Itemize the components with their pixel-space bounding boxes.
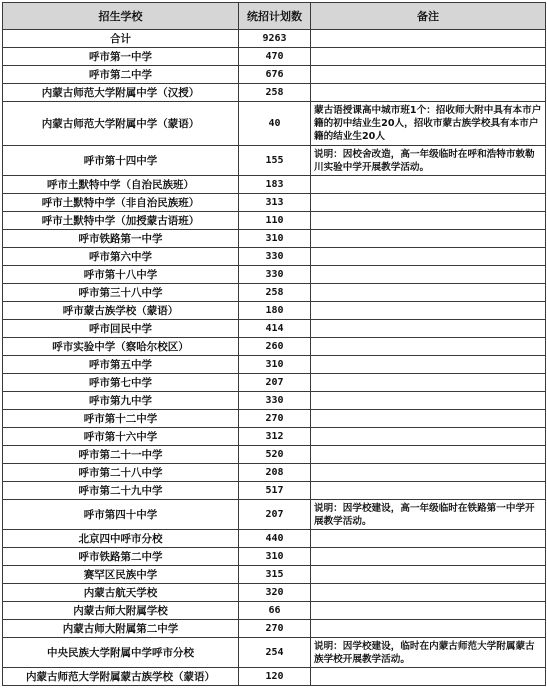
table-row <box>3 392 546 410</box>
school-cell: 呼市第二十九中学 <box>3 482 239 500</box>
school-cell: 呼市第三十八中学 <box>3 284 239 302</box>
count-cell: 254 <box>239 638 311 668</box>
count-cell: 520 <box>239 446 311 464</box>
count-cell: 9263 <box>239 30 311 48</box>
table-row <box>3 428 546 446</box>
table-row <box>3 302 546 320</box>
school-cell: 呼市第二十一中学 <box>3 446 239 464</box>
school-cell: 赛罕区民族中学 <box>3 566 239 584</box>
note-cell <box>311 446 546 464</box>
table-row <box>3 638 546 668</box>
count-cell: 260 <box>239 338 311 356</box>
table-row <box>3 84 546 102</box>
count-cell: 207 <box>239 500 311 530</box>
school-cell: 呼市土默特中学（非自治民族班） <box>3 194 239 212</box>
note-cell <box>311 410 546 428</box>
school-cell: 呼市第四十中学 <box>3 500 239 530</box>
note-cell <box>311 620 546 638</box>
school-cell: 内蒙古师范大学附属中学（汉授） <box>3 84 239 102</box>
table-row <box>3 566 546 584</box>
count-cell: 312 <box>239 428 311 446</box>
note-cell <box>311 356 546 374</box>
count-cell: 120 <box>239 668 311 686</box>
note-cell <box>311 530 546 548</box>
school-cell: 内蒙古师大附属学校 <box>3 602 239 620</box>
note-cell <box>311 30 546 48</box>
count-cell: 258 <box>239 284 311 302</box>
school-cell: 呼市回民中学 <box>3 320 239 338</box>
note-cell <box>311 48 546 66</box>
table-row <box>3 30 546 48</box>
school-cell: 呼市铁路第一中学 <box>3 230 239 248</box>
count-cell: 440 <box>239 530 311 548</box>
note-cell: 说明：因学校建设，临时在内蒙古师范大学附属蒙古族学校开展教学活动。 <box>311 638 546 668</box>
school-cell: 呼市土默特中学（自治民族班） <box>3 176 239 194</box>
school-cell: 中央民族大学附属中学呼市分校 <box>3 638 239 668</box>
note-cell <box>311 566 546 584</box>
count-cell: 180 <box>239 302 311 320</box>
count-cell: 208 <box>239 464 311 482</box>
count-cell: 676 <box>239 66 311 84</box>
table-row <box>3 620 546 638</box>
school-cell: 呼市第十四中学 <box>3 146 239 176</box>
note-cell <box>311 230 546 248</box>
count-cell: 310 <box>239 356 311 374</box>
note-cell <box>311 668 546 686</box>
table-row <box>3 48 546 66</box>
count-cell: 270 <box>239 410 311 428</box>
header-row <box>3 3 546 30</box>
table-row <box>3 668 546 686</box>
header-count: 统招计划数 <box>239 3 311 30</box>
note-cell <box>311 302 546 320</box>
count-cell: 320 <box>239 584 311 602</box>
count-cell: 207 <box>239 374 311 392</box>
count-cell: 470 <box>239 48 311 66</box>
school-cell: 呼市第二十八中学 <box>3 464 239 482</box>
table-row <box>3 102 546 146</box>
table-row <box>3 446 546 464</box>
note-cell: 说明：因学校建设，高一年级临时在铁路第一中学开展教学活动。 <box>311 500 546 530</box>
note-cell <box>311 392 546 410</box>
header-school: 招生学校 <box>3 3 239 30</box>
table-row <box>3 176 546 194</box>
note-cell <box>311 602 546 620</box>
count-cell: 315 <box>239 566 311 584</box>
school-cell: 呼市铁路第二中学 <box>3 548 239 566</box>
count-cell: 330 <box>239 392 311 410</box>
note-cell <box>311 212 546 230</box>
school-cell: 呼市第六中学 <box>3 248 239 266</box>
count-cell: 517 <box>239 482 311 500</box>
count-cell: 270 <box>239 620 311 638</box>
table-row <box>3 146 546 176</box>
count-cell: 183 <box>239 176 311 194</box>
school-cell: 呼市第五中学 <box>3 356 239 374</box>
school-cell: 呼市土默特中学（加授蒙古语班） <box>3 212 239 230</box>
table-row <box>3 284 546 302</box>
table-row <box>3 500 546 530</box>
note-cell <box>311 482 546 500</box>
note-cell: 蒙古语授课高中城市班1个：招收师大附中具有本市户籍的初中结业生20人，招收市蒙古族学校具有本市户籍的结业生20人 <box>311 102 546 146</box>
count-cell: 110 <box>239 212 311 230</box>
school-cell: 内蒙古师范大学附属蒙古族学校（蒙语） <box>3 668 239 686</box>
note-cell: 说明：因校舍改造，高一年级临时在呼和浩特市敕勒川实验中学开展教学活动。 <box>311 146 546 176</box>
note-cell <box>311 464 546 482</box>
note-cell <box>311 266 546 284</box>
count-cell: 313 <box>239 194 311 212</box>
count-cell: 310 <box>239 230 311 248</box>
note-cell <box>311 338 546 356</box>
school-cell: 呼市蒙古族学校（蒙语） <box>3 302 239 320</box>
table-row <box>3 548 546 566</box>
count-cell: 258 <box>239 84 311 102</box>
table-row <box>3 530 546 548</box>
count-cell: 414 <box>239 320 311 338</box>
table-row <box>3 464 546 482</box>
school-cell: 北京四中呼市分校 <box>3 530 239 548</box>
table-row <box>3 248 546 266</box>
table-row <box>3 212 546 230</box>
school-cell: 呼市第九中学 <box>3 392 239 410</box>
school-cell: 呼市第十八中学 <box>3 266 239 284</box>
note-cell <box>311 320 546 338</box>
count-cell: 155 <box>239 146 311 176</box>
table-row <box>3 338 546 356</box>
table-row <box>3 66 546 84</box>
table-row <box>3 356 546 374</box>
table-row <box>3 410 546 428</box>
table-row <box>3 230 546 248</box>
note-cell <box>311 194 546 212</box>
school-cell: 合计 <box>3 30 239 48</box>
table-row <box>3 266 546 284</box>
school-cell: 内蒙古师大附属第二中学 <box>3 620 239 638</box>
count-cell: 330 <box>239 266 311 284</box>
table-row <box>3 482 546 500</box>
note-cell <box>311 176 546 194</box>
table-row <box>3 374 546 392</box>
school-cell: 呼市第十二中学 <box>3 410 239 428</box>
count-cell: 66 <box>239 602 311 620</box>
school-cell: 呼市实验中学（察哈尔校区） <box>3 338 239 356</box>
table-row <box>3 320 546 338</box>
table-row <box>3 602 546 620</box>
count-cell: 310 <box>239 548 311 566</box>
count-cell: 40 <box>239 102 311 146</box>
school-cell: 呼市第二中学 <box>3 66 239 84</box>
school-cell: 呼市第七中学 <box>3 374 239 392</box>
note-cell <box>311 84 546 102</box>
table-row <box>3 194 546 212</box>
note-cell <box>311 428 546 446</box>
header-note: 备注 <box>311 3 546 30</box>
count-cell: 330 <box>239 248 311 266</box>
school-cell: 内蒙古航天学校 <box>3 584 239 602</box>
school-cell: 呼市第十六中学 <box>3 428 239 446</box>
note-cell <box>311 374 546 392</box>
enrollment-table <box>2 2 546 686</box>
school-cell: 呼市第一中学 <box>3 48 239 66</box>
note-cell <box>311 548 546 566</box>
table-row <box>3 584 546 602</box>
school-cell: 内蒙古师范大学附属中学（蒙语） <box>3 102 239 146</box>
note-cell <box>311 584 546 602</box>
note-cell <box>311 248 546 266</box>
note-cell <box>311 284 546 302</box>
note-cell <box>311 66 546 84</box>
